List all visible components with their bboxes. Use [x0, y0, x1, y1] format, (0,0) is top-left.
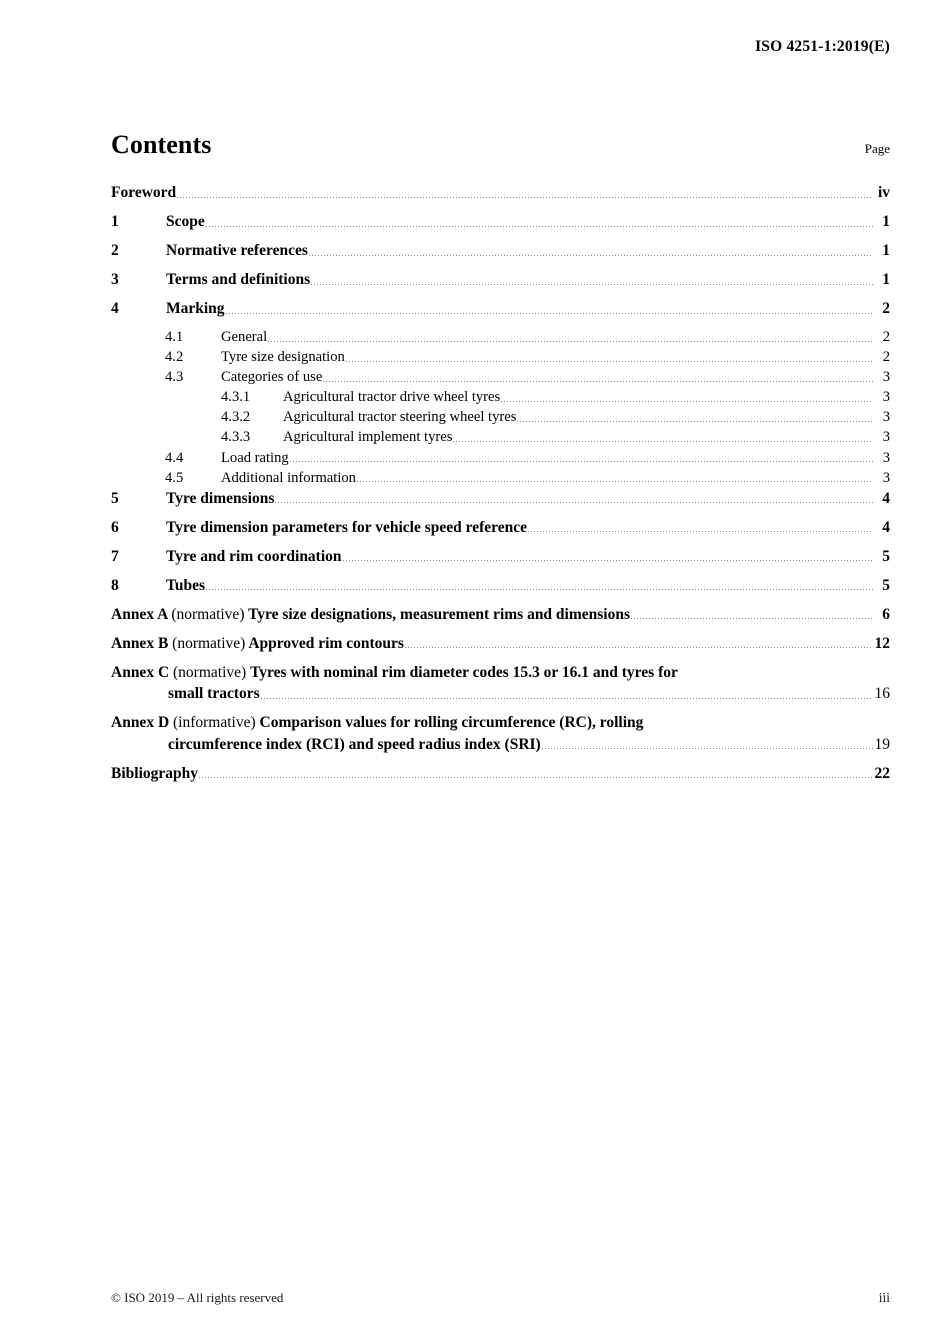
toc-annex-prefix: Annex D	[111, 714, 170, 732]
toc-entry-page-number: 3	[882, 469, 890, 486]
toc-annex-line-2	[111, 686, 890, 702]
contents-title-row	[111, 130, 890, 160]
toc-entry-number: 4.3	[165, 369, 184, 386]
toc-entry-number: 1	[111, 213, 119, 230]
page-column-label: Page	[864, 141, 890, 156]
toc-entry[interactable]	[111, 578, 890, 594]
toc-bibliography-entry[interactable]	[111, 766, 890, 782]
toc-entry-number: 8	[111, 576, 119, 594]
toc-entry[interactable]	[111, 370, 890, 385]
toc-entry-number: 4.3.3	[221, 429, 251, 446]
toc-entry-page-number: 1	[882, 271, 890, 288]
toc-annex-prefix: Annex A	[111, 605, 168, 623]
toc-annex-prefix: Annex C	[111, 663, 170, 681]
toc-entry-label: Tyre and rim coordination	[166, 547, 342, 565]
toc-entry[interactable]	[111, 214, 890, 230]
toc-annex-title: Tyres with nominal rim diameter codes 15.3 or 16.1 and tyres for	[250, 663, 678, 681]
toc-annex-line-1	[111, 665, 890, 681]
toc-entry-label: Normative references	[166, 242, 308, 259]
copyright-notice: © ISO 2019 – All rights reserved	[111, 1290, 284, 1305]
dot-leader	[206, 589, 873, 590]
page-title: Contents	[111, 130, 212, 159]
toc-entry-page-number: 2	[882, 329, 890, 345]
toc-entry-number: 4.2	[165, 349, 184, 366]
dot-leader	[631, 618, 873, 619]
toc-entry-number: 6	[111, 518, 119, 536]
toc-entry-label: Tubes	[166, 576, 206, 594]
toc-entry-label: General	[221, 329, 268, 345]
toc-annex-entry[interactable]	[111, 715, 890, 752]
toc-entry-number: 5	[111, 489, 119, 507]
toc-annex-page-number: 6	[882, 605, 890, 623]
toc-annex-title: Approved rim contours	[248, 634, 404, 652]
toc-entry[interactable]	[111, 471, 890, 486]
dot-leader	[517, 421, 873, 422]
toc-annex-label	[111, 607, 630, 623]
table-of-contents	[111, 185, 890, 795]
toc-entry-page-number: 3	[882, 429, 890, 446]
toc-entry-label: Tyre dimension parameters for vehicle speed reference	[166, 518, 528, 536]
toc-entry[interactable]	[111, 350, 890, 365]
toc-entry[interactable]	[111, 185, 890, 201]
document-header-id: ISO 4251-1:2019(E)	[755, 38, 890, 55]
dot-leader	[357, 481, 873, 482]
dot-leader	[268, 341, 873, 342]
footer-page-number: iii	[878, 1290, 890, 1305]
toc-annex-entry[interactable]	[111, 636, 890, 652]
toc-annex-line-1	[111, 715, 890, 731]
toc-entry-number: 4.1	[165, 329, 184, 345]
toc-entry-number: 4.3.1	[221, 389, 251, 406]
dot-leader	[275, 502, 873, 503]
toc-entry-label: Scope	[166, 213, 205, 230]
toc-annex-entry[interactable]	[111, 607, 890, 623]
toc-entry-page-number: 2	[882, 349, 890, 366]
toc-annex-page-number: 19	[874, 735, 890, 753]
toc-annex-label	[111, 636, 404, 652]
toc-entry-label: Tyre size designation	[221, 349, 345, 366]
toc-entry-page-number: 4	[882, 518, 890, 536]
toc-entry-number: 4.3.2	[221, 409, 251, 426]
toc-bibliography-label: Bibliography	[111, 764, 198, 782]
dot-leader	[261, 698, 873, 699]
dot-leader	[177, 197, 873, 198]
toc-entry-page-number: 4	[882, 489, 890, 507]
toc-entry-page-number: 1	[882, 242, 890, 259]
toc-entry-page-number: iv	[877, 184, 890, 201]
toc-entry-number: 4.5	[165, 469, 184, 486]
toc-entry[interactable]	[111, 390, 890, 405]
toc-entry-page-number: 1	[882, 213, 890, 230]
dot-leader	[323, 381, 873, 382]
dot-leader	[309, 255, 873, 256]
toc-entry[interactable]	[111, 520, 890, 536]
toc-entry[interactable]	[111, 430, 890, 445]
toc-entry-label: Agricultural tractor steering wheel tyres	[283, 409, 517, 426]
dot-leader	[290, 461, 873, 462]
toc-entry-page-number: 5	[882, 547, 890, 565]
toc-entry-page-number: 5	[882, 576, 890, 594]
dot-leader	[405, 647, 873, 648]
toc-annex-line-2	[111, 737, 890, 753]
toc-annex-title-continued: circumference index (RCI) and speed radius index (SRI)	[168, 735, 541, 753]
toc-entry-label: Agricultural implement tyres	[283, 429, 453, 446]
toc-entry[interactable]	[111, 330, 890, 345]
toc-bibliography-page-number: 22	[874, 764, 890, 782]
toc-entry-label: Additional information	[221, 469, 356, 486]
toc-annex-kind: (normative)	[171, 605, 245, 623]
toc-entry[interactable]	[111, 549, 890, 565]
toc-entry-number: 4.4	[165, 449, 184, 466]
toc-entry-page-number: 3	[882, 389, 890, 406]
toc-entry-label: Load rating	[221, 449, 289, 466]
dot-leader	[501, 401, 873, 402]
dot-leader	[542, 748, 873, 749]
toc-entry-number: 7	[111, 547, 119, 565]
toc-entry-label: Terms and definitions	[166, 271, 311, 288]
toc-annex-title: Comparison values for rolling circumference (RC), rolling	[259, 714, 644, 732]
dot-leader	[206, 226, 873, 227]
toc-entry-number: 2	[111, 242, 119, 259]
toc-entry-page-number: 3	[882, 449, 890, 466]
toc-annex-title-continued: small tractors	[168, 685, 260, 703]
toc-entry-page-number: 3	[882, 369, 890, 386]
dot-leader	[346, 361, 873, 362]
toc-entry[interactable]	[111, 272, 890, 288]
toc-entry-number: 4	[111, 300, 119, 317]
toc-entry-label: Agricultural tractor drive wheel tyres	[283, 389, 501, 406]
toc-annex-kind: (informative)	[173, 714, 256, 732]
toc-entry-label: Categories of use	[221, 369, 323, 386]
toc-entry-page-number: 3	[882, 409, 890, 426]
toc-entry-label: Foreword	[111, 184, 177, 201]
dot-leader	[343, 560, 873, 561]
toc-entry[interactable]	[111, 491, 890, 507]
toc-entry[interactable]	[111, 301, 890, 317]
dot-leader	[226, 313, 873, 314]
toc-annex-page-number: 16	[874, 685, 890, 703]
toc-annex-page-number: 12	[874, 634, 890, 652]
dot-leader	[199, 777, 873, 778]
dot-leader	[528, 531, 873, 532]
toc-entry[interactable]	[111, 451, 890, 466]
toc-entry-number: 3	[111, 271, 119, 288]
toc-annex-kind: (normative)	[173, 663, 247, 681]
toc-entry[interactable]	[111, 243, 890, 259]
toc-annex-entry[interactable]	[111, 665, 890, 702]
toc-entry[interactable]	[111, 410, 890, 425]
toc-entry-label: Marking	[166, 300, 225, 317]
dot-leader	[453, 441, 873, 442]
toc-entry-page-number: 2	[882, 300, 890, 317]
dot-leader	[311, 284, 873, 285]
toc-entry-label: Tyre dimensions	[166, 489, 275, 507]
toc-annex-prefix: Annex B	[111, 634, 169, 652]
toc-annex-kind: (normative)	[172, 634, 246, 652]
page-footer	[111, 1290, 890, 1306]
toc-annex-title: Tyre size designations, measurement rims and dimensions	[248, 605, 631, 623]
